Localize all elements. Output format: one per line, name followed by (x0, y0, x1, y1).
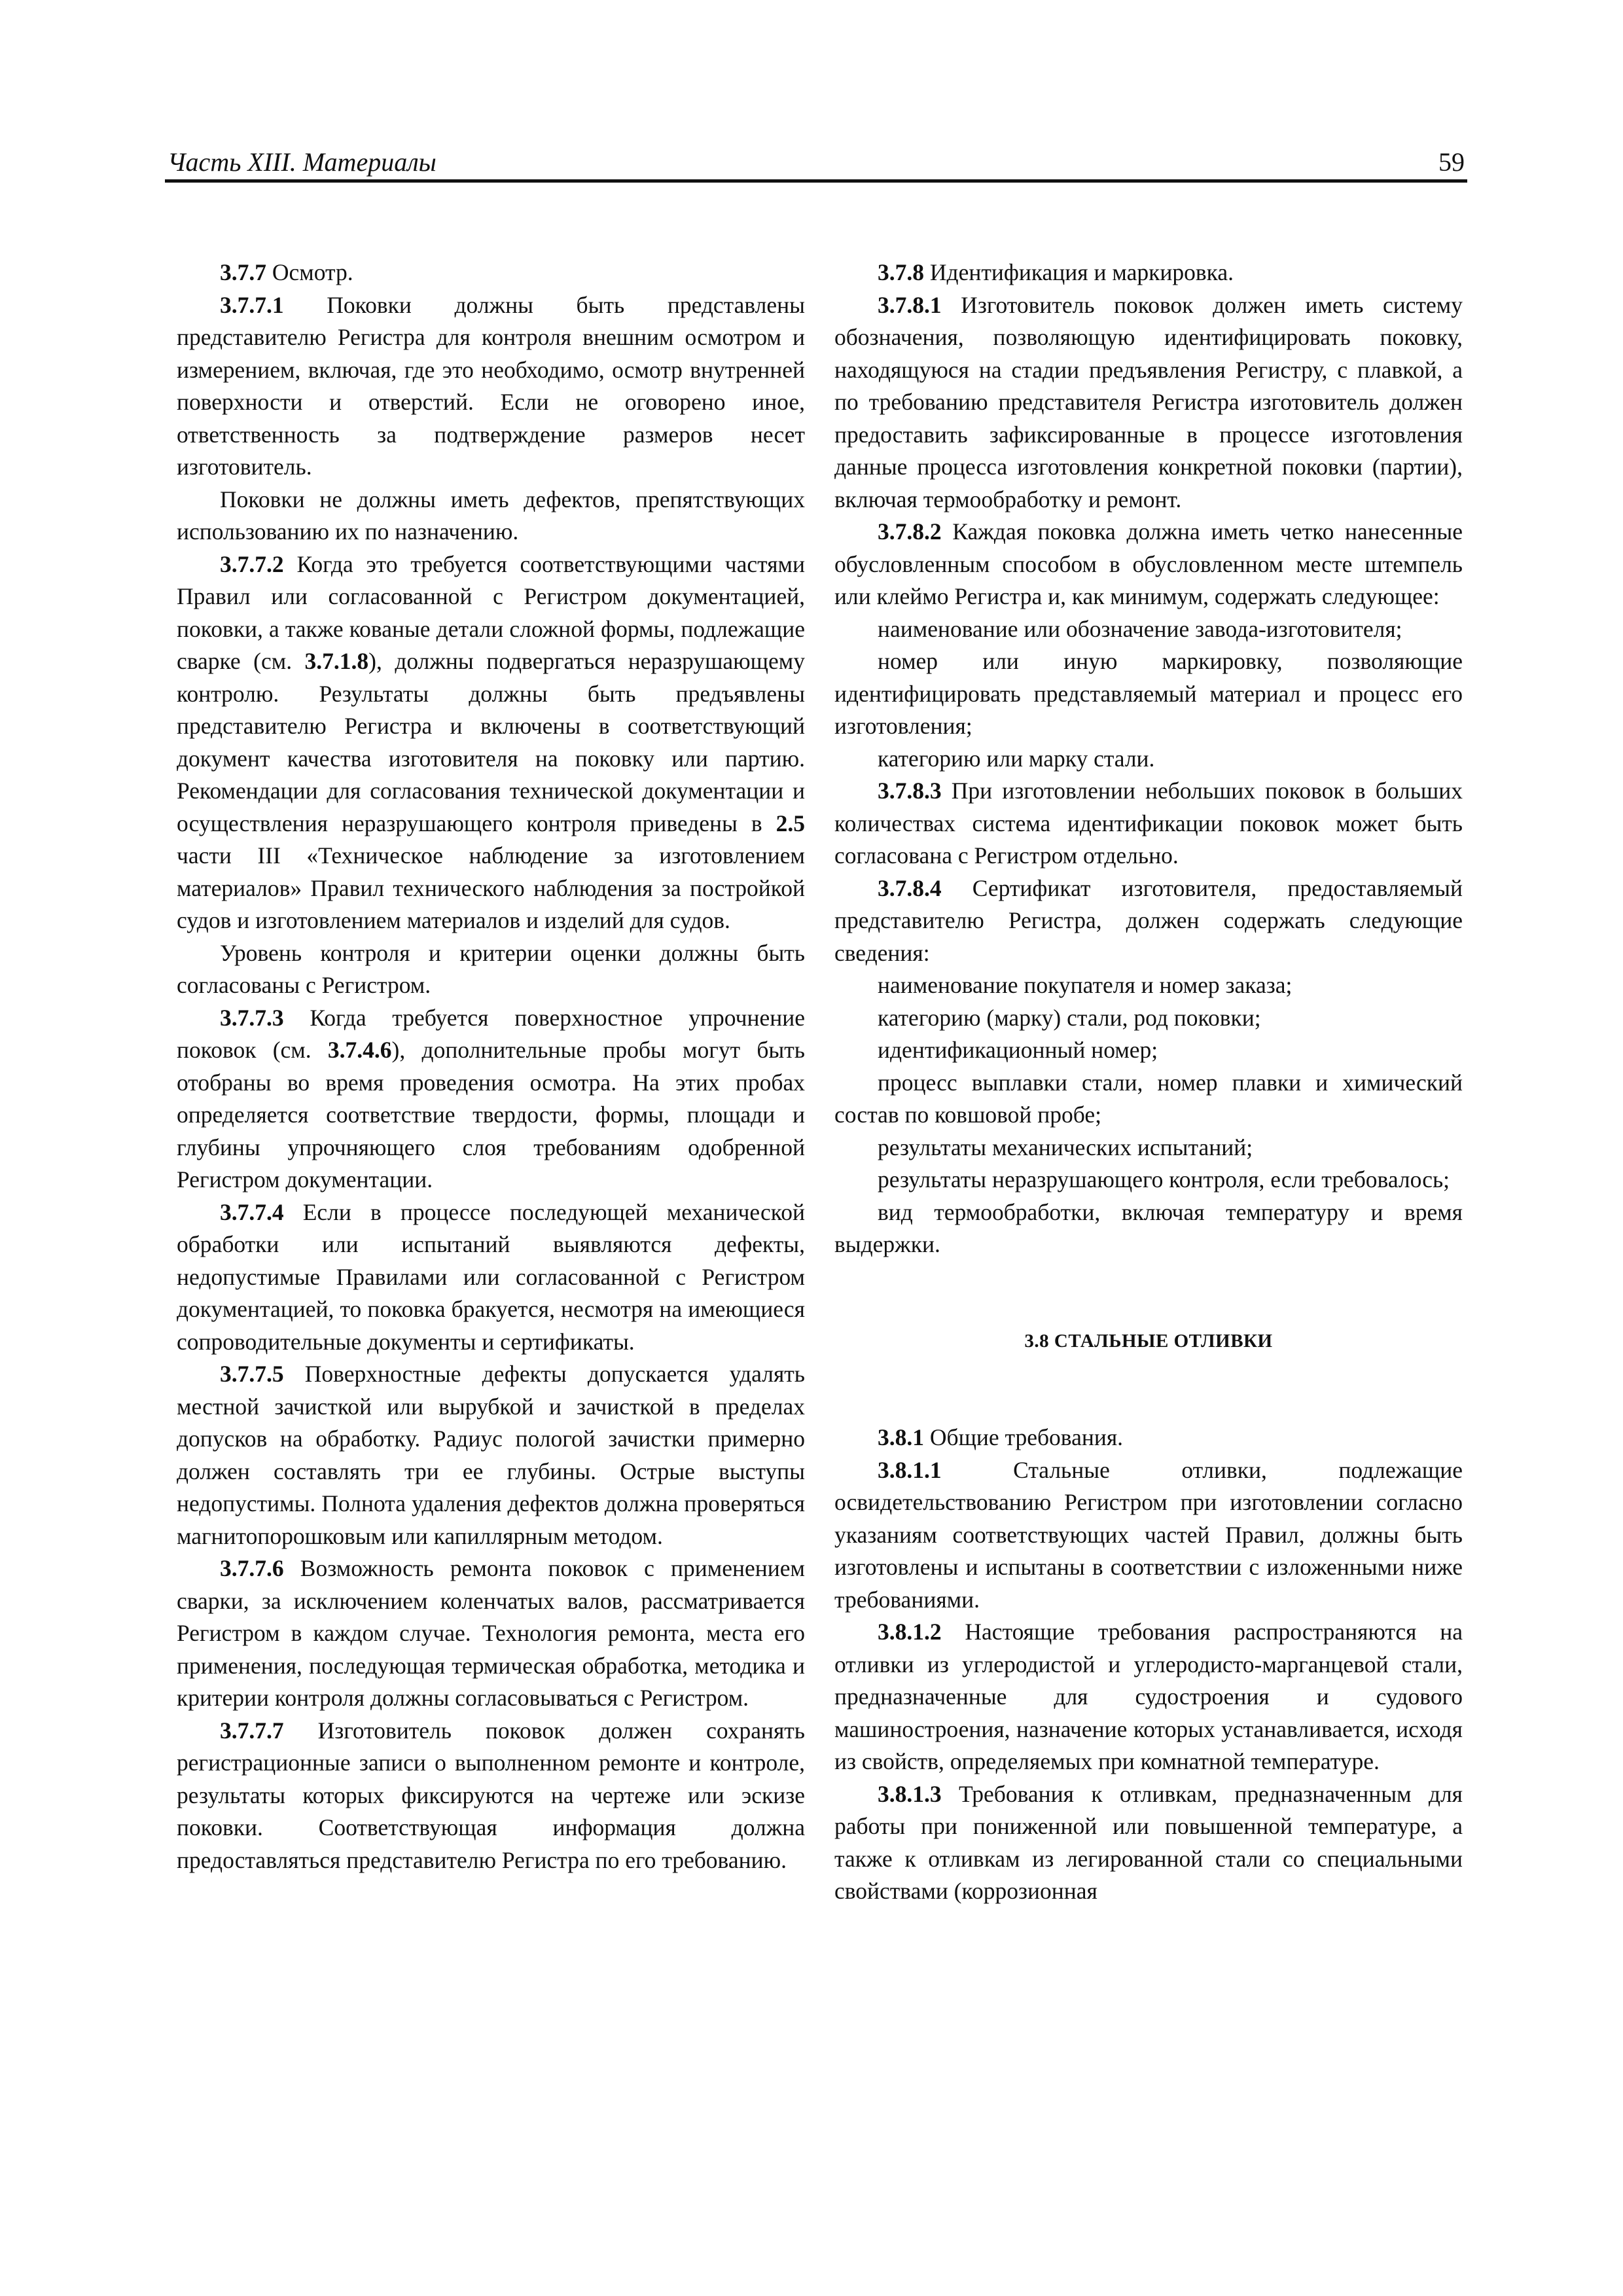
list-item: идентификационный номер; (878, 1037, 1158, 1063)
paragraph-3-7-7-5: 3.7.7.5 Поверхностные дефекты допускается удалять местной зачисткой или вырубкой и зачисткой в пределах допусков на обработку. Радиус пологой зачистки примерно должен составлять три ее глубины. Острые выступы недопустимы. Полнота удаления дефектов должна проверяться магнитопорошковым или капиллярным методом. (177, 1361, 805, 1549)
paragraph-3-7-7-3: 3.7.7.3 Когда требуется поверхностное упрочнение поковок (см. 3.7.4.6), дополнительные пробы могут быть отобраны во время проведения осмотра. На этих пробах определяется соответствие твердости, формы, площади и глубины упрочняющего слоя требованиям одобренной Регистром документации. (177, 1004, 805, 1193)
right-column (834, 257, 1463, 1908)
list-item: процесс выплавки стали, номер плавки и химический состав по ковшовой пробе; (834, 1069, 1463, 1128)
list-item: наименование покупателя и номер заказа; (878, 972, 1293, 998)
paragraph-3-7-7-6: 3.7.7.6 Возможность ремонта поковок с применением сварки, за исключением коленчатых валов, рассматривается Регистром в каждом случае. Технология ремонта, места его применения, последующая термическая обработка, методика и критерии контроля должны согласовываться с Регистром. (177, 1555, 805, 1711)
list-item: категорию или марку стали. (878, 745, 1155, 772)
paragraph-3-8-1-3: 3.8.1.3 Требования к отливкам, предназначенным для работы при пониженной или повышенной температуре, а также к отливкам из легированной стали со специальными свойствами (коррозионная (834, 1780, 1463, 1904)
paragraph-3-7-7-1: 3.7.7.1 Поковки должны быть представлены представителю Регистра для контроля внешним осмотром и измерением, включая, где это необходимо, осмотр внутренней поверхности и отверстий. Если не оговорено иное, ответственность за подтверждение размеров несет изготовитель. (177, 291, 805, 480)
running-header (165, 145, 1467, 183)
paragraph-3-7-8-2: 3.7.8.2 Каждая поковка должна иметь четко нанесенные обусловленным способом в обусловленном месте штемпель или клеймо Регистра и, как минимум, содержать следующее: (834, 518, 1463, 609)
heading-3-7-7: 3.7.7 Осмотр. (220, 259, 353, 285)
list-item: номер или иную маркировку, позволяющие идентифицировать представляемый материал и процесс его изготовления; (834, 648, 1463, 739)
heading-3-8-1: 3.8.1 Общие требования. (878, 1424, 1124, 1450)
paragraph-3-7-8-1: 3.7.8.1 Изготовитель поковок должен иметь систему обозначения, позволяющую идентифицировать поковку, находящуюся на стадии предъявления Регистру, с плавкой, а по требованию представителя Регистра изготовитель должен предоставить зафиксированные в процессе изготовления данные процесса изготовления конкретной поковки (партии), включая термообработку и ремонт. (834, 291, 1463, 512)
header-title: Часть XIII. Материалы (168, 147, 437, 177)
list-item: вид термообработки, включая температуру и время выдержки. (834, 1198, 1463, 1257)
paragraph-3-7-7-4: 3.7.7.4 Если в процессе последующей механической обработки или испытаний выявляются дефекты, недопустимые Правилами или согласованной с Регистром документацией, то поковка бракуется, несмотря на имеющиеся сопроводительные документы и сертификаты. (177, 1198, 805, 1355)
paragraph-3-7-8-4: 3.7.8.4 Сертификат изготовителя, предоставляемый представителю Регистра, должен содержать следующие сведения: (834, 874, 1463, 966)
page-number: 59 (1438, 147, 1465, 177)
list-item: результаты неразрушающего контроля, если требовалось; (878, 1166, 1450, 1193)
paragraph-3-8-1-1: 3.8.1.1 Стальные отливки, подлежащие освидетельствованию Регистром при изготовлении согласно указаниям соответствующих частей Правил, должны быть изготовлены и испытаны в соответствии с изложенными ниже требованиями. (834, 1456, 1463, 1613)
section-title-3-8: 3.8 СТАЛЬНЫЕ ОТЛИВКИ (1024, 1330, 1273, 1352)
left-column (177, 257, 805, 1876)
heading-3-7-8: 3.7.8 Идентификация и маркировка. (878, 259, 1234, 285)
paragraph-3-7-7-2: 3.7.7.2 Когда это требуется соответствующими частями Правил или согласованной с Регистром документацией, поковки, а также кованые детали сложной формы, подлежащие сварке (см. 3.7.1.8), должны подвергаться неразрушающему контролю. Результаты должны быть предъявлены представителю Регистра и включены в соответствующий документ качества изготовителя на поковку или партию. Рекомендации для согласования технической документации и осуществления неразрушающего контроля приведены в 2.5 части III «Техническое наблюдение за изготовлением материалов» Правил технического наблюдения за постройкой судов и изготовлением материалов и изделий для судов. (177, 550, 805, 933)
paragraph-control-level: Уровень контроля и критерии оценки должны быть согласованы с Регистром. (177, 939, 805, 998)
paragraph-defects: Поковки не должны иметь дефектов, препятствующих использованию их по назначению. (177, 486, 805, 545)
paragraph-3-7-8-3: 3.7.8.3 При изготовлении небольших поковок в больших количествах система идентификации поковок может быть согласована с Регистром отдельно. (834, 778, 1463, 869)
paragraph-3-8-1-2: 3.8.1.2 Настоящие требования распространяются на отливки из углеродистой и углеродисто-марганцевой стали, предназначенные для судостроения и судового машиностроения, назначение которых устанавливается, исходя из свойств, определяемых при комнатной температуре. (834, 1619, 1463, 1774)
list-item: результаты механических испытаний; (878, 1134, 1253, 1160)
list-item: наименование или обозначение завода-изготовителя; (878, 615, 1402, 642)
list-item: категорию (марку) стали, род поковки; (878, 1004, 1261, 1031)
paragraph-3-7-7-7: 3.7.7.7 Изготовитель поковок должен сохранять регистрационные записи о выполненном ремонте и контроле, результаты которых фиксируются на чертеже или эскизе поковки. Соответствующая информация должна предоставляться представителю Регистра по его требованию. (177, 1717, 805, 1873)
